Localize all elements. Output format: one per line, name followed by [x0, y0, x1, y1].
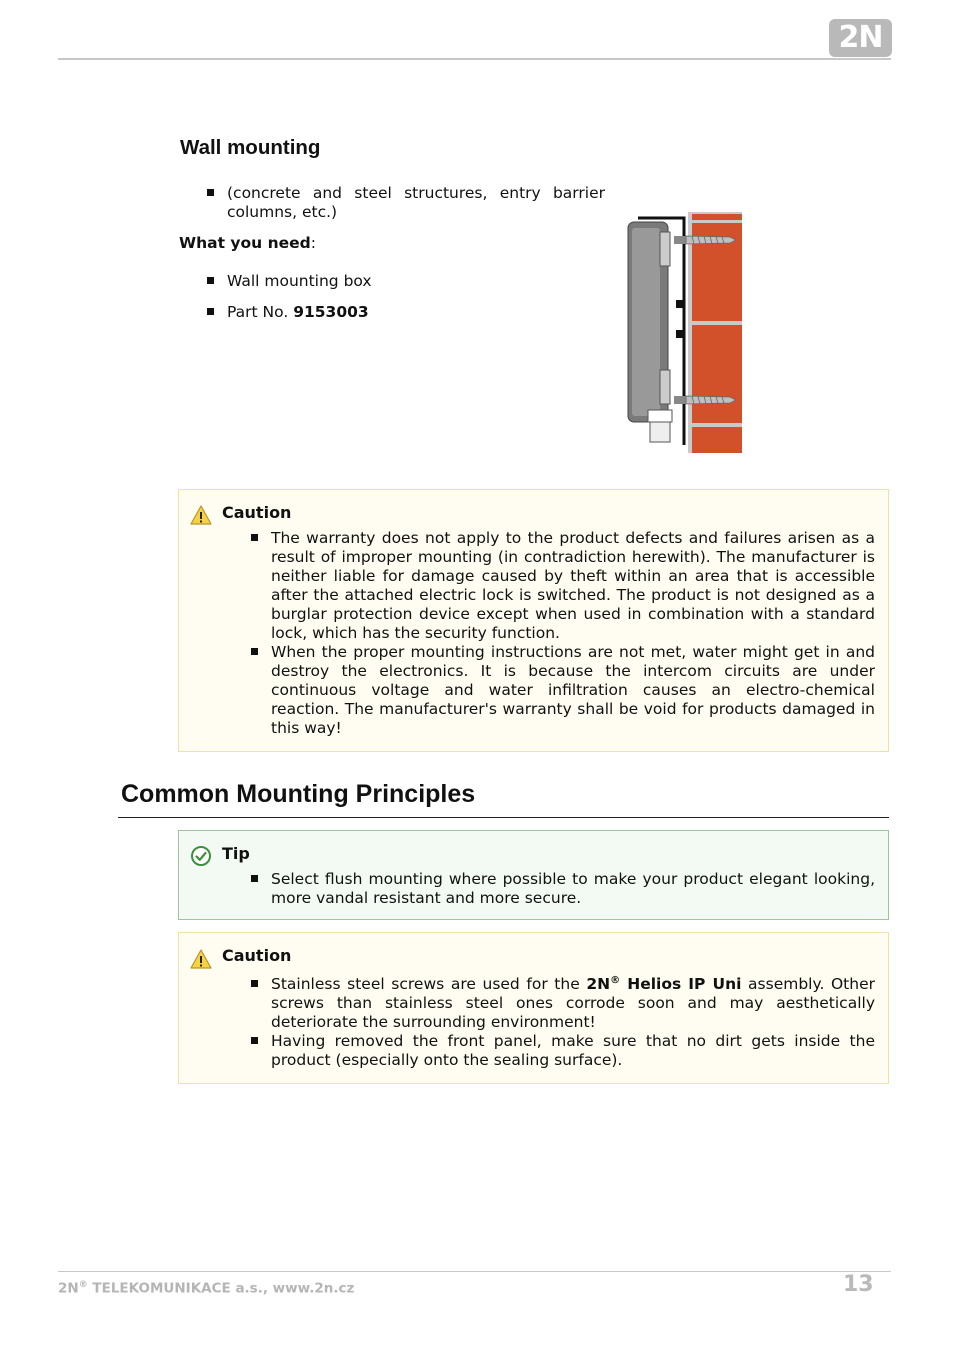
text-segment: assembly. Other screws than stainless steel ones corrode soon and may aesthetically deteriorate the surrounding environment! — [271, 975, 875, 1031]
product-name: Helios IP Uni — [620, 975, 742, 993]
caution-title: Caution — [222, 946, 292, 965]
caution-box-2 — [178, 932, 889, 1084]
footer-company-name: TELEKOMUNIKACE a.s., www.2n.cz — [87, 1280, 355, 1297]
tip-title: Tip — [222, 844, 250, 863]
tip-box — [178, 830, 889, 920]
footer-company — [58, 1280, 354, 1297]
footer-rule — [58, 1271, 891, 1272]
page-number: 13 — [843, 1272, 874, 1297]
unit-front-panel — [632, 228, 660, 416]
caution-list — [251, 529, 875, 738]
brick — [692, 427, 742, 453]
unit-bracket — [660, 370, 670, 404]
cable-gland — [648, 410, 672, 422]
part-number: 9153003 — [293, 303, 369, 321]
warning-icon — [190, 948, 212, 970]
wall-mounting-illustration — [626, 210, 744, 455]
header-rule — [58, 58, 891, 60]
list-item — [251, 975, 875, 1032]
registered-mark: ® — [610, 974, 621, 986]
list-item: Having removed the front panel, make sure that no dirt gets inside the product (especially onto the sealing surface). — [251, 1032, 875, 1070]
structures-list — [207, 184, 605, 222]
footer-registered-mark: ® — [78, 1280, 88, 1290]
colon: : — [310, 234, 316, 252]
company-logo: 2N — [829, 19, 892, 57]
what-you-need-text: What you need — [179, 234, 311, 252]
footer-brand: 2N — [58, 1280, 79, 1297]
caution-title: Caution — [222, 503, 292, 522]
warning-icon — [190, 504, 212, 526]
caution-box — [178, 489, 889, 752]
list-item: Select flush mounting where possible to make your product elegant looking, more vandal resistant and more secure. — [251, 870, 875, 908]
caution-list — [251, 975, 875, 1070]
text-segment: Stainless steel screws are used for the — [271, 975, 587, 993]
list-item: (concrete and steel structures, entry barrier columns, etc.) — [207, 184, 605, 222]
frame-clip — [676, 300, 684, 308]
what-you-need-label — [179, 234, 316, 252]
list-item: When the proper mounting instructions are not met, water might get in and destroy the electronics. It is because the intercom circuits are under continuous voltage and water infiltration causes an electro-chemical reaction. The manufacturer's warranty shall be void for products damaged in this way! — [251, 643, 875, 738]
unit-bracket — [660, 232, 670, 266]
part-prefix: Part No. — [227, 303, 294, 321]
frame-clip — [676, 330, 684, 338]
screw-top — [674, 236, 736, 244]
list-item: Wall mounting box — [207, 272, 605, 291]
tip-list — [251, 870, 875, 908]
list-item: The warranty does not apply to the product defects and failures arisen as a result of improper mounting (in contradiction herewith). The manufacturer is neither liable for damage caused by theft within an area that is accessible after the attached electric lock is switched. The product is not designed as a burglar protection device except when used in combination with a standard lock, which has the security function. — [251, 529, 875, 643]
brick — [692, 214, 742, 220]
wall-mounting-heading: Wall mounting — [180, 136, 321, 159]
cable-gland-nut — [650, 422, 670, 442]
section-title: Common Mounting Principles — [121, 780, 476, 808]
needs-list — [207, 272, 605, 322]
check-circle-icon — [190, 845, 212, 867]
section-rule — [118, 817, 889, 818]
brand-name: 2N — [586, 975, 611, 993]
list-item — [207, 303, 605, 322]
brick — [692, 325, 742, 423]
screw-bottom — [674, 396, 736, 404]
